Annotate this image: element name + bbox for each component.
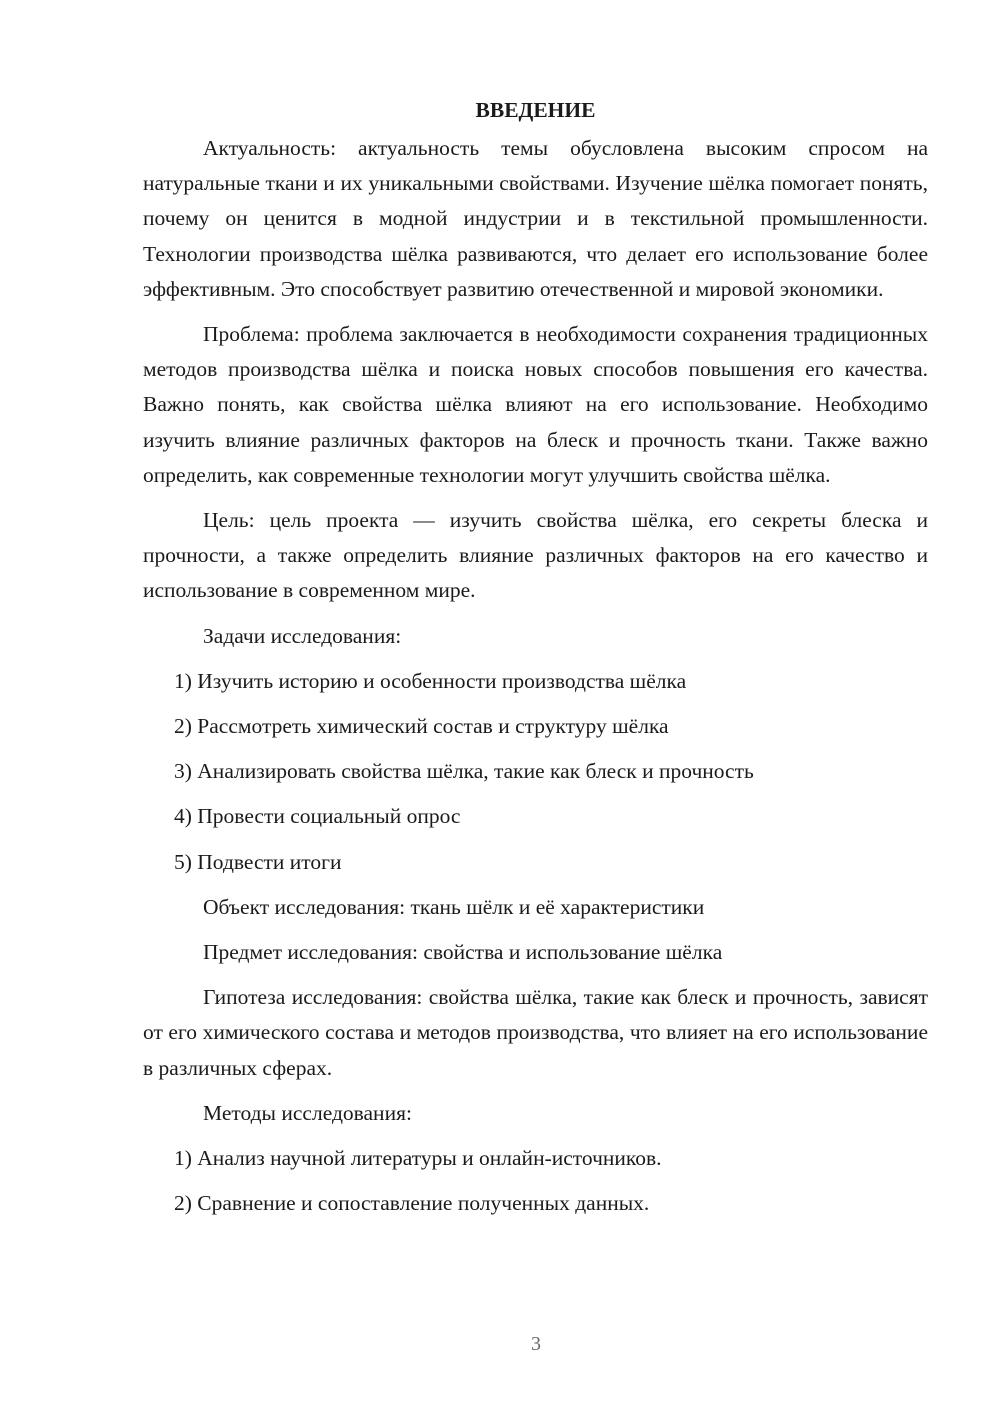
section-heading: ВВЕДЕНИЕ	[475, 98, 596, 122]
task-item: 4) Провести социальный опрос	[174, 804, 461, 829]
task-item: 3) Анализировать свойства шёлка, такие как блеск и прочность	[174, 759, 754, 784]
method-item: 1) Анализ научной литературы и онлайн-источников.	[174, 1146, 662, 1171]
method-item: 2) Сравнение и сопоставление полученных данных.	[174, 1191, 650, 1216]
page-content	[143, 92, 928, 1231]
problem-paragraph: Проблема: проблема заключается в необходимости сохранения традиционных методов производства шёлка и поиска новых способов повышения его качества. Важно понять, как свойства шёлка влияют на его использование. Необходимо изучить влияние различных факторов на блеск и прочность ткани. Также важно определить, как современные технологии могут улучшить свойства шёлка.	[143, 322, 928, 487]
methods-label: Методы исследования:	[203, 1100, 412, 1125]
tasks-label: Задачи исследования:	[203, 623, 402, 648]
page-number: 3	[531, 1333, 541, 1355]
object-paragraph: Объект исследования: ткань шёлк и её характеристики	[203, 894, 705, 919]
task-item: 2) Рассмотреть химический состав и структуру шёлка	[174, 714, 669, 739]
subject-paragraph: Предмет исследования: свойства и использование шёлка	[203, 940, 723, 965]
task-item: 1) Изучить историю и особенности производства шёлка	[174, 668, 687, 693]
hypothesis-paragraph: Гипотеза исследования: свойства шёлка, такие как блеск и прочность, зависят от его химического состава и методов производства, что влияет на его использование в различных сферах.	[143, 985, 928, 1080]
task-item: 5) Подвести итоги	[174, 849, 342, 874]
relevance-paragraph: Актуальность: актуальность темы обусловлена высоким спросом на натуральные ткани и их уникальными свойствами. Изучение шёлка помогает понять, почему он ценится в модной индустрии и в текстильной промышленности. Технологии производства шёлка развиваются, что делает его использование более эффективным. Это способствует развитию отечественной и мировой экономики.	[143, 136, 928, 301]
goal-paragraph: Цель: цель проекта — изучить свойства шёлка, его секреты блеска и прочности, а также определить влияние различных факторов на его качество и использование в современном мире.	[143, 508, 928, 603]
